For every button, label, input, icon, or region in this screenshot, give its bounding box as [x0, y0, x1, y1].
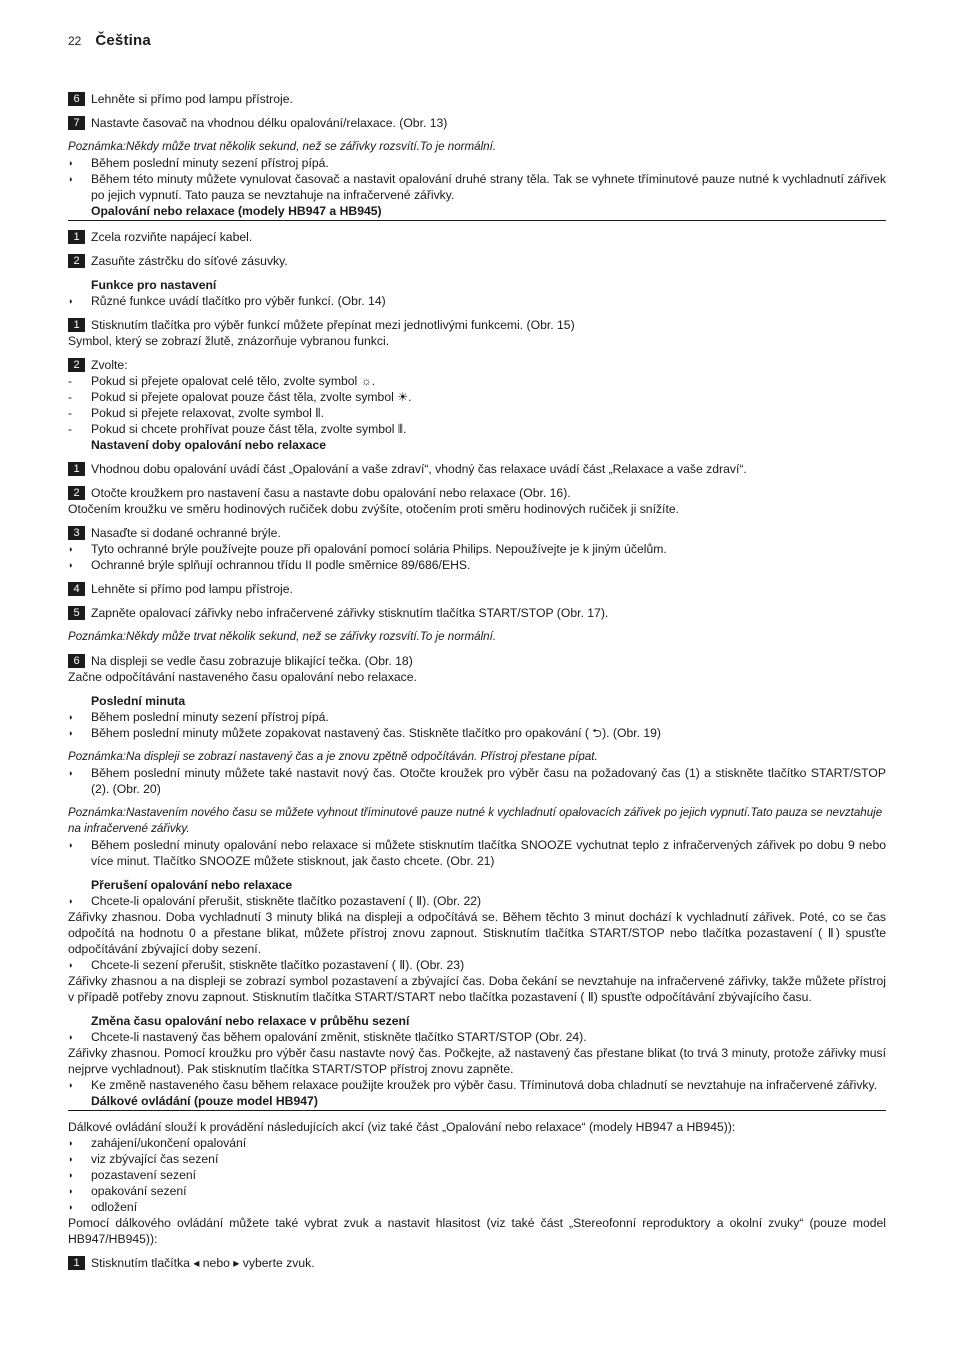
bullet-item: [68, 1077, 886, 1093]
step-item: [68, 91, 886, 107]
note-text: Poznámka:Někdy může trvat několik sekund, než se zářivky rozsvítí.To je normální.: [68, 630, 497, 643]
step-item: [68, 653, 886, 669]
bullet-item: [68, 837, 886, 869]
note-text: Poznámka:Nastavením nového času se můžete vyhnout tříminutové pauze nutné k vychladnutí opalovacích zářivek po jejich vypnutí.Tato pauza se nevztahuje na infračervené zářivky.: [68, 806, 883, 835]
bullet-text: Během poslední minuty opalování nebo relaxace si můžete stisknutím tlačítka SNOOZE vychutnat teplo z infračervených zářivek po dobu 9 nebo více minut. Tlačítko SNOOZE můžete stisknout, jak často chcete. (Obr. 21): [91, 838, 886, 868]
bullet-text: Chcete-li sezení přerušit, stiskněte tlačítko pozastavení ( Ⅱ). (Obr. 23): [91, 958, 465, 972]
dash-text: Pokud si přejete opalovat pouze část těla, zvolte symbol ☀.: [91, 390, 412, 404]
bullet-item: [68, 1167, 886, 1183]
step-item: [68, 1255, 886, 1271]
subsection-heading: Přerušení opalování nebo relaxace: [91, 878, 293, 892]
step-item: [68, 461, 886, 477]
bullet-marker-icon: ◗: [68, 728, 74, 738]
bullet-item: [68, 1029, 886, 1045]
bullet-marker-icon: ◗: [68, 174, 74, 184]
dash-item: [68, 421, 886, 437]
step-number-badge: 7: [68, 116, 85, 130]
spacer: [68, 597, 886, 605]
dash-marker: -: [68, 390, 73, 404]
paragraph-text: Zářivky zhasnou a na displeji se zobrazí symbol pozastavení a zbývající čas. Doba čekání se nevztahuje na infračervené zářivky, takže můžete přístroj v případě potřeby znovu zapnout. Stisknutím tlačítka START/START nebo tlačítka pozastavení ( Ⅱ) spusťte odpočítávání zbývajícího času.: [68, 974, 886, 1004]
section-heading: Opalování nebo relaxace (modely HB947 a HB945): [68, 203, 886, 221]
step-number-badge: 2: [68, 358, 85, 372]
dash-item: [68, 373, 886, 389]
bullet-text: zahájení/ukončení opalování: [91, 1136, 247, 1150]
bullet-marker-icon: ◗: [68, 544, 74, 554]
paragraph-text: Začne odpočítávání nastaveného času opalování nebo relaxace.: [68, 670, 417, 684]
bullet-item: [68, 557, 886, 573]
bullet-text: Během poslední minuty můžete zopakovat nastavený čas. Stiskněte tlačítko pro opakování ( ⮌). (Obr. 19): [91, 726, 661, 740]
bullet-item: [68, 1151, 886, 1167]
bullet-text: opakování sezení: [91, 1184, 187, 1198]
spacer: [68, 517, 886, 525]
subsection-heading: Nastavení doby opalování nebo relaxace: [91, 438, 327, 452]
bullet-marker-icon: ◗: [68, 1080, 74, 1090]
page-header: [68, 33, 151, 49]
bullet-text: Chcete-li opalování přerušit, stiskněte tlačítko pozastavení ( Ⅱ). (Obr. 22): [91, 894, 482, 908]
note-text: Poznámka:Na displeji se zobrazí nastavený čas a je znovu zpětně odpočítáván. Přístroj přestane pípat.: [68, 750, 598, 763]
bullet-item: [68, 1135, 886, 1151]
section-heading: Dálkové ovládání (pouze model HB947): [68, 1093, 886, 1111]
step-text: Otočte kroužkem pro nastavení času a nastavte dobu opalování nebo relaxace (Obr. 16).: [91, 486, 571, 500]
bullet-item: [68, 1199, 886, 1215]
bullet-marker-icon: ◗: [68, 960, 74, 970]
bullet-marker-icon: ◗: [68, 1186, 74, 1196]
bullet-text: Ke změně nastaveného času během relaxace použijte kroužek pro výběr času. Tříminutová doba chladnutí se nevztahuje na infračervené zářivky.: [91, 1078, 878, 1092]
paragraph-text: Zářivky zhasnou. Doba vychladnutí 3 minuty bliká na displeji a odpočítává se. Během těchto 3 minut dochází k vychladnutí zářivek. Poté, co se čas odpočítá na hodnotu 0 a přestane blikat, můžete přístroj znovu zapnout. Stisknutím tlačítka START/STOP nebo tlačítka pozastavení ( Ⅱ) spusťte odpočítávání zbývající doby sezení.: [68, 910, 886, 956]
step-number-badge: 2: [68, 254, 85, 268]
paragraph-text: Dálkové ovládání slouží k provádění následujících akcí (viz také část „Opalování nebo relaxace“ (modely HB947 a HB945)):: [68, 1120, 736, 1134]
spacer: [68, 645, 886, 653]
step-item: [68, 485, 886, 501]
bullet-item: [68, 171, 886, 203]
page-number: 22: [68, 34, 82, 48]
note-text: Poznámka:Někdy může trvat několik sekund, než se zářivky rozsvítí.To je normální.: [68, 140, 497, 153]
spacer: [68, 245, 886, 253]
dash-marker: -: [68, 374, 73, 388]
step-item: [68, 229, 886, 245]
step-item: [68, 115, 886, 131]
paragraph-text: Zářivky zhasnou. Pomocí kroužku pro výběr času nastavte nový čas. Počkejte, až nastavený čas přestane blikat (to trvá 3 minuty, protože zářivky musí nejprve vychladnout). Pak stisknutím tlačítka START/STOP přístroj znovu zapněte.: [68, 1046, 886, 1076]
manual-body: [68, 91, 886, 1271]
step-number-badge: 4: [68, 582, 85, 596]
paragraph-text: Otočením kroužku ve směru hodinových ručiček dobu zvýšíte, otočením proti směru hodinových ručiček ji snížíte.: [68, 502, 679, 516]
bullet-marker-icon: ◗: [68, 712, 74, 722]
step-text: Zvolte:: [91, 358, 128, 372]
bullet-text: Tyto ochranné brýle používejte pouze při opalování pomocí solária Philips. Nepoužívejte je k jiným účelům.: [91, 542, 667, 556]
spacer: [68, 269, 886, 277]
bullet-marker-icon: ◗: [68, 296, 74, 306]
bullet-marker-icon: ◗: [68, 896, 74, 906]
step-item: [68, 317, 886, 333]
spacer: [68, 685, 886, 693]
bullet-item: [68, 725, 886, 741]
step-item: [68, 357, 886, 373]
step-number-badge: 1: [68, 1256, 85, 1270]
bullet-item: [68, 1183, 886, 1199]
step-text: Stisknutím tlačítka pro výběr funkcí můžete přepínat mezi jednotlivými funkcemi. (Obr. 15): [91, 318, 575, 332]
bullet-marker-icon: ◗: [68, 1202, 74, 1212]
spacer: [68, 797, 886, 805]
step-text: Zapněte opalovací zářivky nebo infračervené zářivky stisknutím tlačítka START/STOP (Obr. 17).: [91, 606, 609, 620]
spacer: [68, 1005, 886, 1013]
step-text: Nastavte časovač na vhodnou délku opalování/relaxace. (Obr. 13): [91, 116, 448, 130]
spacer: [68, 869, 886, 877]
dash-text: Pokud si přejete relaxovat, zvolte symbol ⦀.: [91, 406, 324, 420]
subsection-heading: Změna času opalování nebo relaxace v průběhu sezení: [91, 1014, 410, 1028]
step-text: Na displeji se vedle času zobrazuje blikající tečka. (Obr. 18): [91, 654, 413, 668]
spacer: [68, 741, 886, 749]
dash-text: Pokud si chcete prohřívat pouze část těla, zvolte symbol ⫴.: [91, 422, 407, 436]
dash-item: [68, 405, 886, 421]
spacer: [68, 309, 886, 317]
spacer: [68, 1247, 886, 1255]
bullet-text: Během poslední minuty sezení přístroj pípá.: [91, 156, 329, 170]
bullet-item: [68, 957, 886, 973]
subsection-heading: Funkce pro nastavení: [91, 278, 217, 292]
spacer: [68, 573, 886, 581]
step-text: Vhodnou dobu opalování uvádí část „Opalování a vaše zdraví“, vhodný čas relaxace uvádí část „Relaxace a vaše zdraví“.: [91, 462, 747, 476]
bullet-item: [68, 155, 886, 171]
spacer: [68, 221, 886, 229]
step-text: Lehněte si přímo pod lampu přístroje.: [91, 582, 293, 596]
bullet-text: Ochranné brýle splňují ochrannou třídu II podle směrnice 89/686/EHS.: [91, 558, 471, 572]
bullet-marker-icon: ◗: [68, 840, 74, 850]
bullet-marker-icon: ◗: [68, 1138, 74, 1148]
subsection-heading: Poslední minuta: [91, 694, 186, 708]
bullet-marker-icon: ◗: [68, 768, 74, 778]
bullet-marker-icon: ◗: [68, 1154, 74, 1164]
bullet-text: Během poslední minuty můžete také nastavit nový čas. Otočte kroužek pro výběr času na požadovaný čas (1) a stiskněte tlačítko START/STOP (2). (Obr. 20): [91, 766, 886, 796]
bullet-text: Různé funkce uvádí tlačítko pro výběr funkcí. (Obr. 14): [91, 294, 386, 308]
bullet-marker-icon: ◗: [68, 1032, 74, 1042]
bullet-text: Během poslední minuty sezení přístroj pípá.: [91, 710, 329, 724]
step-item: [68, 525, 886, 541]
bullet-marker-icon: ◗: [68, 158, 74, 168]
bullet-text: Během této minuty můžete vynulovat časovač a nastavit opalování druhé strany těla. Tak se vyhnete tříminutové pauze nutné k vychladnutí zářivek po jejich vypnutí. Tato pauza se nevztahuje na infračervené zářivky.: [91, 172, 886, 202]
bullet-item: [68, 541, 886, 557]
bullet-marker-icon: ◗: [68, 560, 74, 570]
bullet-item: [68, 293, 886, 309]
step-number-badge: 5: [68, 606, 85, 620]
dash-marker: -: [68, 422, 73, 436]
paragraph-text: Symbol, který se zobrazí žlutě, znázorňuje vybranou funkci.: [68, 334, 390, 348]
spacer: [68, 1111, 886, 1119]
step-text: Zcela rozviňte napájecí kabel.: [91, 230, 253, 244]
paragraph-text: Pomocí dálkového ovládání můžete také vybrat zvuk a nastavit hlasitost (viz také část „Stereofonní reproduktory a okolní zvuky“ (pouze model HB947/HB945)):: [68, 1216, 886, 1246]
spacer: [68, 107, 886, 115]
bullet-text: viz zbývající čas sezení: [91, 1152, 219, 1166]
dash-item: [68, 389, 886, 405]
step-text: Zasuňte zástrčku do síťové zásuvky.: [91, 254, 288, 268]
bullet-item: [68, 765, 886, 797]
spacer: [68, 477, 886, 485]
bullet-text: pozastavení sezení: [91, 1168, 197, 1182]
step-number-badge: 1: [68, 318, 85, 332]
step-number-badge: 2: [68, 486, 85, 500]
bullet-text: Chcete-li nastavený čas během opalování změnit, stiskněte tlačítko START/STOP (Obr. 24).: [91, 1030, 587, 1044]
step-text: Nasaďte si dodané ochranné brýle.: [91, 526, 281, 540]
spacer: [68, 621, 886, 629]
spacer: [68, 453, 886, 461]
spacer: [68, 131, 886, 139]
dash-marker: -: [68, 406, 73, 420]
step-item: [68, 605, 886, 621]
step-text: Stisknutím tlačítka ◂ nebo ▸ vyberte zvuk.: [91, 1256, 315, 1270]
bullet-marker-icon: ◗: [68, 1170, 74, 1180]
bullet-item: [68, 709, 886, 725]
dash-text: Pokud si přejete opalovat celé tělo, zvolte symbol ☼.: [91, 374, 376, 388]
step-item: [68, 581, 886, 597]
step-number-badge: 3: [68, 526, 85, 540]
bullet-text: odložení: [91, 1200, 138, 1214]
step-number-badge: 1: [68, 230, 85, 244]
step-number-badge: 6: [68, 654, 85, 668]
spacer: [68, 349, 886, 357]
bullet-item: [68, 893, 886, 909]
step-number-badge: 1: [68, 462, 85, 476]
step-number-badge: 6: [68, 92, 85, 106]
step-text: Lehněte si přímo pod lampu přístroje.: [91, 92, 293, 106]
step-item: [68, 253, 886, 269]
language-title: Čeština: [95, 32, 151, 49]
